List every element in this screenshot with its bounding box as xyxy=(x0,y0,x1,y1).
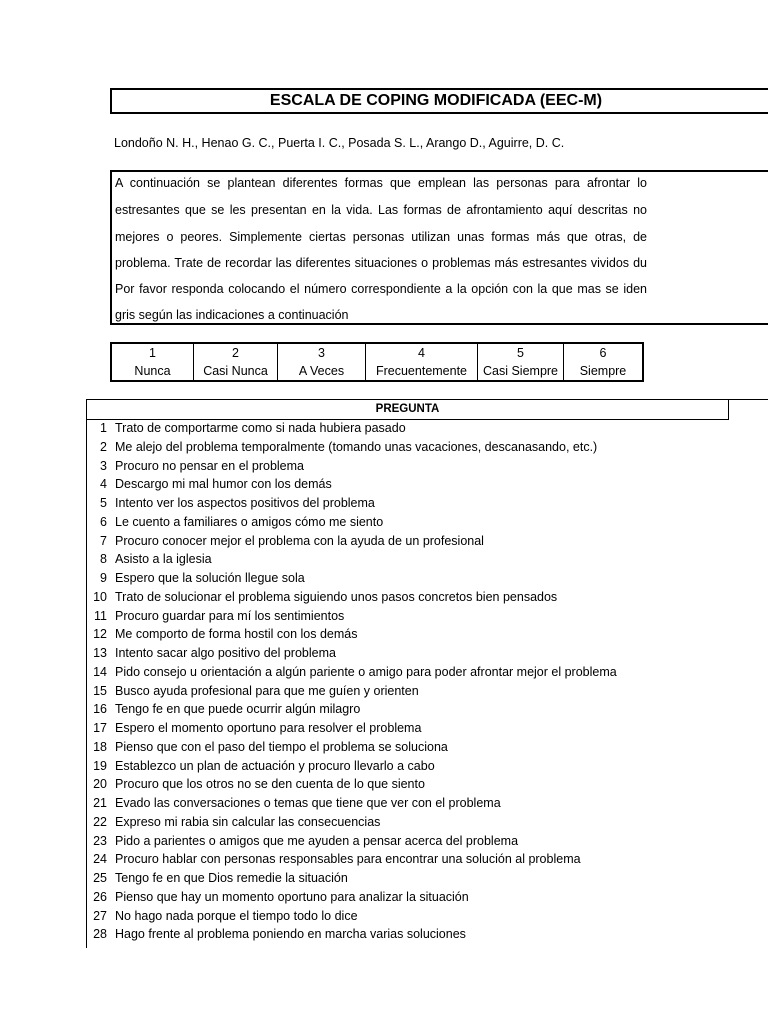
question-number: 7 xyxy=(100,533,107,548)
question-text: Le cuento a familiares o amigos cómo me siento xyxy=(115,514,384,529)
title-box xyxy=(110,88,768,114)
instruction-line: A continuación se plantean diferentes formas que emplean las personas para afrontar lo xyxy=(115,176,647,190)
scale-option xyxy=(194,344,278,380)
question-row xyxy=(87,890,768,909)
question-row xyxy=(87,759,768,778)
question-number: 19 xyxy=(93,758,107,773)
question-row xyxy=(87,927,768,946)
question-text: Intento sacar algo positivo del problema xyxy=(115,646,336,660)
question-text: Me alejo del problema temporalmente (tomando unas vacaciones, descanasando, etc.) xyxy=(115,439,598,454)
question-number: 22 xyxy=(93,814,107,829)
question-text: Espero que la solución llegue sola xyxy=(115,571,305,585)
question-row xyxy=(87,815,768,834)
question-text: Espero el momento oportuno para resolver el problema xyxy=(115,721,422,735)
question-row xyxy=(87,721,768,740)
scale-number: 6 xyxy=(599,346,607,360)
page-title: ESCALA DE COPING MODIFICADA (EEC-M) xyxy=(269,92,603,109)
instruction-line: gris según las indicaciones a continuación xyxy=(115,308,349,322)
scale-label: Siempre xyxy=(579,364,627,378)
question-row xyxy=(87,496,768,515)
question-row xyxy=(87,684,768,703)
scale-label: Casi Nunca xyxy=(203,364,268,378)
question-text: Expreso mi rabia sin calcular las consecuencias xyxy=(115,814,381,829)
question-text: Descargo mi mal humor con los demás xyxy=(115,477,332,492)
question-number: 8 xyxy=(100,552,107,567)
question-text: Procuro no pensar en el problema xyxy=(115,458,305,473)
response-scale xyxy=(110,342,644,382)
question-number: 6 xyxy=(100,514,107,529)
question-number: 26 xyxy=(93,889,107,904)
scale-number: 5 xyxy=(517,346,524,360)
question-text: Pido a parientes o amigos que me ayuden a pensar acerca del problema xyxy=(115,833,519,848)
question-number: 17 xyxy=(93,721,107,735)
question-text: Procuro guardar para mí los sentimientos xyxy=(115,608,345,623)
question-row xyxy=(87,777,768,796)
question-number: 13 xyxy=(93,646,107,660)
scale-option xyxy=(564,344,642,380)
question-number: 18 xyxy=(93,739,107,754)
question-row xyxy=(87,665,768,684)
question-text: Asisto a la iglesia xyxy=(115,552,212,567)
question-text: Trato de comportarme como si nada hubiera pasado xyxy=(115,421,406,435)
scale-label: Casi Siempre xyxy=(482,364,559,378)
question-row xyxy=(87,440,768,459)
question-number: 11 xyxy=(94,608,107,623)
question-row xyxy=(87,702,768,721)
question-row xyxy=(87,609,768,628)
instruction-line: mejores o peores. Simplemente ciertas personas utilizan unas formas más que otras, de xyxy=(115,230,647,244)
question-number: 10 xyxy=(93,589,107,604)
question-number: 3 xyxy=(100,458,107,473)
question-row xyxy=(87,421,768,440)
question-number: 2 xyxy=(100,439,107,454)
instruction-line: Por favor responda colocando el número correspondiente a la opción con la que mas se iden xyxy=(115,282,647,296)
question-number: 9 xyxy=(100,571,107,585)
question-number: 14 xyxy=(93,664,107,679)
question-text: Busco ayuda profesional para que me guíen y orienten xyxy=(115,683,419,698)
question-number: 21 xyxy=(93,796,107,810)
question-row xyxy=(87,796,768,815)
question-row xyxy=(87,646,768,665)
question-row xyxy=(87,571,768,590)
question-number: 24 xyxy=(93,852,107,867)
question-number: 28 xyxy=(93,927,107,942)
question-text: Intento ver los aspectos positivos del problema xyxy=(115,496,375,510)
question-number: 25 xyxy=(93,871,107,885)
question-text: Me comporto de forma hostil con los demás xyxy=(115,627,358,642)
question-row xyxy=(87,459,768,478)
instructions-box xyxy=(110,170,768,325)
question-number: 20 xyxy=(93,777,107,792)
question-text: Evado las conversaciones o temas que tiene que ver con el problema xyxy=(115,796,501,810)
question-row xyxy=(87,552,768,571)
scale-option xyxy=(366,344,478,380)
question-row xyxy=(87,534,768,553)
question-number: 12 xyxy=(93,627,107,642)
scale-number: 3 xyxy=(318,346,325,360)
question-row xyxy=(87,834,768,853)
question-number: 23 xyxy=(93,833,107,848)
question-text: Pienso que hay un momento oportuno para analizar la situación xyxy=(115,889,469,904)
question-row xyxy=(87,852,768,871)
question-text: Pienso que con el paso del tiempo el problema se soluciona xyxy=(115,739,448,754)
question-text: Trato de solucionar el problema siguiendo unos pasos concretos bien pensados xyxy=(115,589,558,604)
question-row xyxy=(87,871,768,890)
authors-line: Londoño N. H., Henao G. C., Puerta I. C., Posada S. L., Arango D., Aguirre, D. C. xyxy=(114,136,565,150)
question-number: 16 xyxy=(93,702,107,717)
question-row xyxy=(87,515,768,534)
scale-option xyxy=(112,344,194,380)
scale-number: 1 xyxy=(149,346,156,360)
question-row xyxy=(87,627,768,646)
scale-number: 2 xyxy=(232,346,239,360)
question-row xyxy=(87,909,768,928)
scale-number: 4 xyxy=(418,346,425,360)
question-number: 1 xyxy=(100,421,107,435)
question-text: Tengo fe en que puede ocurrir algún milagro xyxy=(115,702,361,717)
scale-label: Frecuentemente xyxy=(375,364,468,378)
scale-label: Nunca xyxy=(134,364,171,378)
question-number: 4 xyxy=(100,477,107,492)
question-text: Hago frente al problema poniendo en marcha varias soluciones xyxy=(115,927,466,942)
question-number: 5 xyxy=(100,496,107,510)
question-text: Procuro hablar con personas responsables para encontrar una solución al problema xyxy=(115,852,581,867)
question-row xyxy=(87,590,768,609)
instruction-line: estresantes que se les presentan en la vida. Las formas de afrontamiento aquí descritas no xyxy=(115,203,647,217)
question-text: Pido consejo u orientación a algún pariente o amigo para poder afrontar mejor el problema xyxy=(115,664,617,679)
question-text: Procuro conocer mejor el problema con la ayuda de un profesional xyxy=(115,533,484,548)
question-row xyxy=(87,740,768,759)
question-row xyxy=(87,477,768,496)
scale-label: A Veces xyxy=(298,364,345,378)
scale-option xyxy=(278,344,366,380)
question-text: Procuro que los otros no se den cuenta de lo que siento xyxy=(115,777,425,792)
question-number: 15 xyxy=(93,683,107,698)
question-text: Establezco un plan de actuación y procuro llevarlo a cabo xyxy=(115,758,435,773)
question-number: 27 xyxy=(93,908,107,923)
question-text: Tengo fe en que Dios remedie la situación xyxy=(115,871,348,885)
instruction-line: problema. Trate de recordar las diferentes situaciones o problemas más estresantes vividos du xyxy=(115,256,647,270)
question-table xyxy=(86,399,768,948)
question-text: No hago nada porque el tiempo todo lo dice xyxy=(115,908,358,923)
scale-option xyxy=(478,344,564,380)
question-header: PREGUNTA xyxy=(87,400,729,420)
